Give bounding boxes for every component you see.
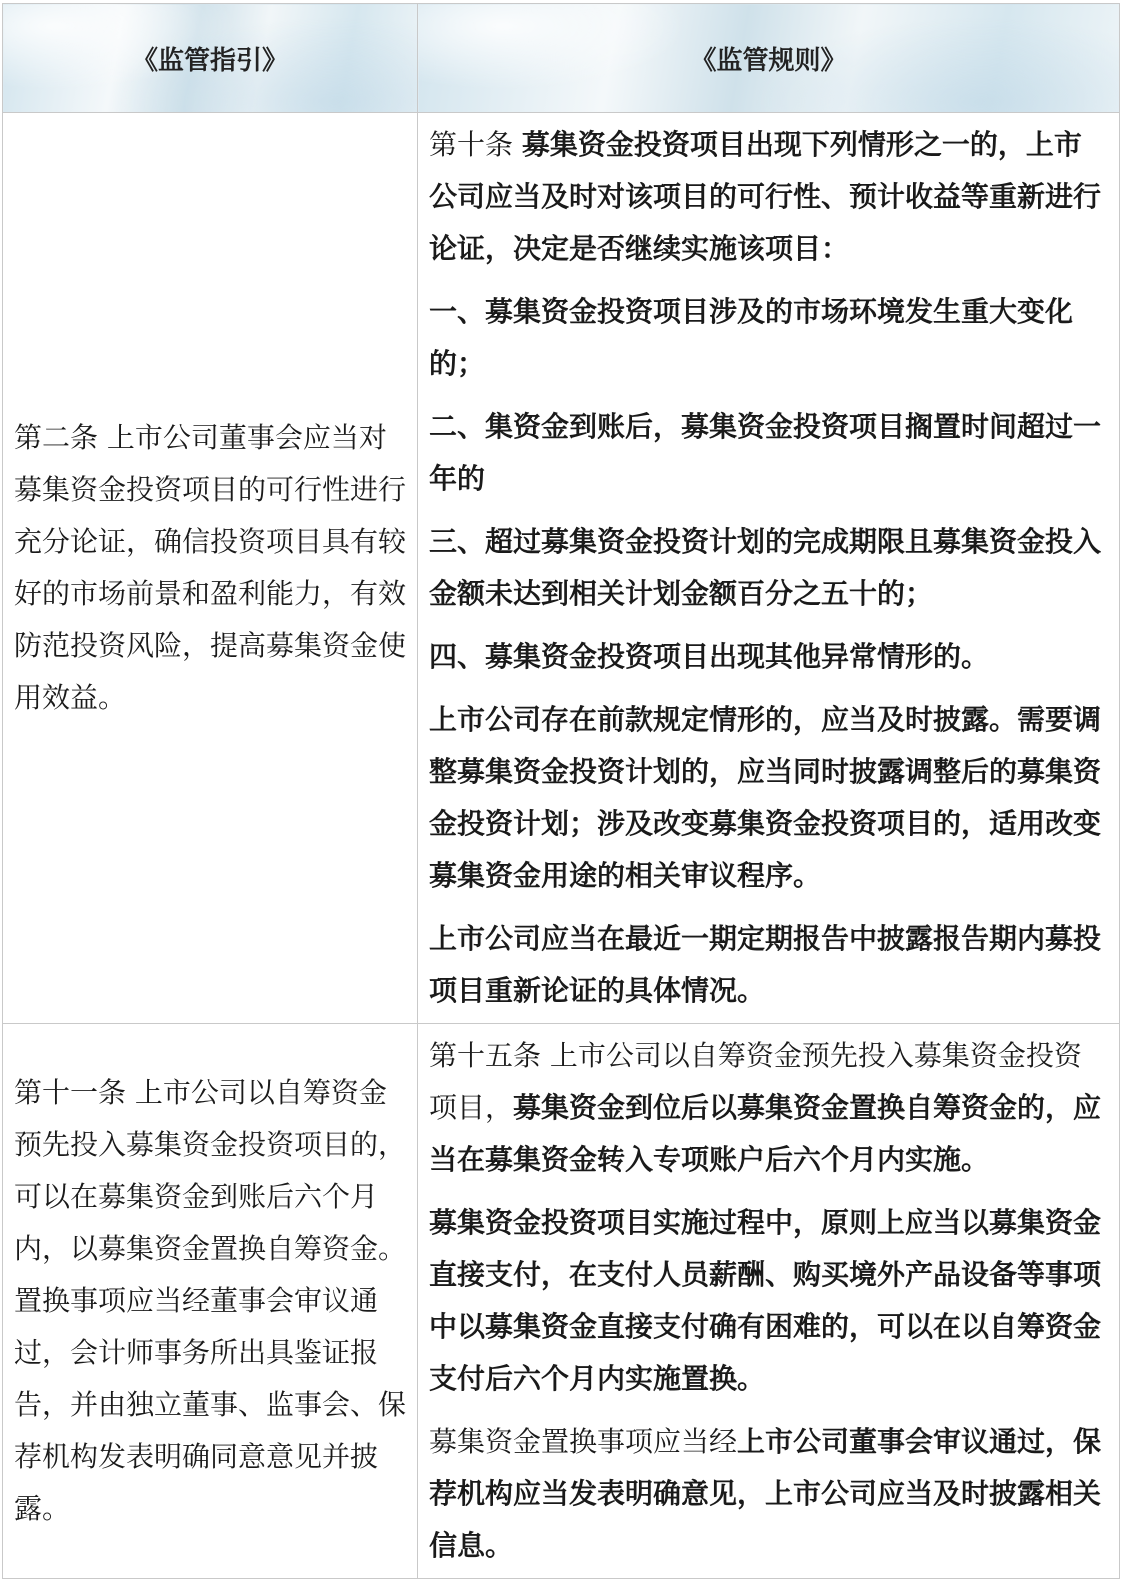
header-rules: 《监管规则》 — [418, 4, 1120, 113]
article-10-number: 第十条 — [429, 128, 522, 161]
list-item: 二、集资金到账后，募集资金投资项目搁置时间超过一年的 — [429, 410, 1102, 495]
comparison-table — [2, 3, 1120, 1579]
article-15-para-1: 第十五条 上市公司以自筹资金预先投入募集资金投资项目，募集资金到位后以募集资金置换自筹资金的，应当在募集资金转入专项账户后六个月内实施。 — [429, 1039, 1102, 1176]
rules-article-15 — [418, 1024, 1120, 1579]
article-15-para-3: 募集资金置换事项应当经上市公司董事会审议通过，保荐机构应当发表明确意见，上市公司应当及时披露相关信息。 — [429, 1425, 1102, 1562]
article-10-para-report: 上市公司应当在最近一期定期报告中披露报告期内募投项目重新论证的具体情况。 — [429, 922, 1102, 1007]
table-row — [3, 113, 1120, 1024]
rules-article-10 — [418, 113, 1120, 1024]
article-10-lead: 募集资金投资项目出现下列情形之一的，上市公司应当及时对该项目的可行性、预计收益等重新进行论证，决定是否继续实施该项目： — [429, 128, 1102, 265]
guideline-article-2: 第二条 上市公司董事会应当对募集资金投资项目的可行性进行充分论证，确信投资项目具有较好的市场前景和盈利能力，有效防范投资风险，提高募集资金使用效益。 — [3, 113, 418, 1024]
table-row — [3, 1024, 1120, 1579]
header-row — [3, 4, 1120, 113]
list-item: 一、募集资金投资项目涉及的市场环境发生重大变化的； — [429, 295, 1074, 380]
article-10-intro — [429, 119, 1109, 275]
article-10-para-disclosure: 上市公司存在前款规定情形的，应当及时披露。需要调整募集资金投资计划的，应当同时披露调整后的募集资金投资计划；涉及改变募集资金投资项目的，适用改变募集资金用途的相关审议程序。 — [429, 703, 1102, 892]
header-guideline: 《监管指引》 — [3, 4, 418, 113]
list-item: 三、超过募集资金投资计划的完成期限且募集资金投入金额未达到相关计划金额百分之五十的； — [429, 525, 1102, 610]
guideline-article-11: 第十一条 上市公司以自筹资金预先投入募集资金投资项目的，可以在募集资金到账后六个月内，以募集资金置换自筹资金。置换事项应当经董事会审议通过，会计师事务所出具鉴证报告，并由独立董事、监事会、保荐机构发表明确同意意见并披露。 — [3, 1024, 418, 1579]
list-item: 四、募集资金投资项目出现其他异常情形的。 — [429, 640, 990, 673]
article-15-para-2: 募集资金投资项目实施过程中，原则上应当以募集资金直接支付，在支付人员薪酬、购买境外产品设备等事项中以募集资金直接支付确有困难的，可以在以自筹资金支付后六个月内实施置换。 — [429, 1206, 1102, 1395]
